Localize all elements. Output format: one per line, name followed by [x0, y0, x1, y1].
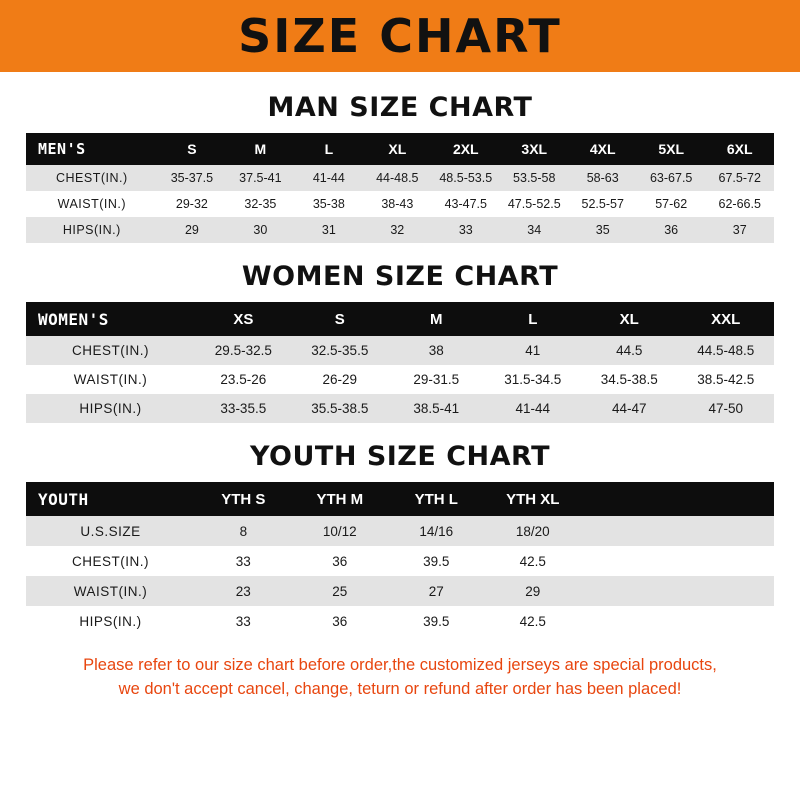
- youth-col-empty-2: [678, 482, 775, 516]
- men-col-5xl: 5XL: [637, 133, 705, 165]
- table-row: [26, 546, 774, 576]
- youth-table-header: [26, 482, 774, 516]
- women-hips-m: 38.5-41: [388, 394, 484, 423]
- men-chest-3xl: 53.5-58: [500, 165, 568, 191]
- women-waist-s: 26-29: [292, 365, 388, 394]
- men-hips-2xl: 33: [432, 217, 500, 243]
- women-chest-s: 32.5-35.5: [292, 336, 388, 365]
- men-col-2xl: 2XL: [432, 133, 500, 165]
- youth-ussize-l: 14/16: [388, 516, 484, 546]
- men-col-xl: XL: [363, 133, 431, 165]
- women-waist-l: 31.5-34.5: [485, 365, 581, 394]
- men-col-4xl: 4XL: [568, 133, 636, 165]
- order-notice-line-2: we don't accept cancel, change, teturn or refund after order has been placed!: [118, 679, 682, 698]
- youth-col-empty-1: [581, 482, 677, 516]
- youth-corner-label: YOUTH: [26, 482, 195, 516]
- youth-ussize-s: 8: [195, 516, 291, 546]
- table-row: [26, 165, 774, 191]
- women-col-xs: XS: [195, 302, 291, 336]
- men-hips-xl: 32: [363, 217, 431, 243]
- youth-ussize-m: 10/12: [292, 516, 388, 546]
- table-row: [26, 217, 774, 243]
- men-waist-xl: 38-43: [363, 191, 431, 217]
- men-hips-m: 30: [226, 217, 294, 243]
- men-table-body: [26, 165, 774, 243]
- men-col-l: L: [295, 133, 363, 165]
- men-chest-2xl: 48.5-53.5: [432, 165, 500, 191]
- table-row: [26, 336, 774, 365]
- youth-waist-empty-1: [581, 576, 677, 606]
- women-waist-m: 29-31.5: [388, 365, 484, 394]
- women-waist-xxl: 38.5-42.5: [678, 365, 775, 394]
- youth-row-label-chest: CHEST(IN.): [26, 546, 195, 576]
- table-header-row: [26, 302, 774, 336]
- youth-ussize-empty-2: [678, 516, 775, 546]
- women-chest-xs: 29.5-32.5: [195, 336, 291, 365]
- men-chest-l: 41-44: [295, 165, 363, 191]
- men-waist-s: 29-32: [158, 191, 226, 217]
- content-area: [0, 92, 800, 702]
- women-col-m: M: [388, 302, 484, 336]
- men-waist-5xl: 57-62: [637, 191, 705, 217]
- youth-ussize-empty-1: [581, 516, 677, 546]
- women-col-xl: XL: [581, 302, 677, 336]
- men-row-label-chest: CHEST(IN.): [26, 165, 158, 191]
- men-col-6xl: 6XL: [705, 133, 774, 165]
- youth-waist-xl: 29: [485, 576, 581, 606]
- youth-col-m: YTH M: [292, 482, 388, 516]
- men-col-s: S: [158, 133, 226, 165]
- youth-col-s: YTH S: [195, 482, 291, 516]
- men-chest-s: 35-37.5: [158, 165, 226, 191]
- men-waist-4xl: 52.5-57: [568, 191, 636, 217]
- youth-hips-empty-2: [678, 606, 775, 636]
- order-notice: [26, 654, 774, 702]
- women-row-label-waist: WAIST(IN.): [26, 365, 195, 394]
- youth-table-body: [26, 516, 774, 636]
- men-hips-5xl: 36: [637, 217, 705, 243]
- youth-waist-empty-2: [678, 576, 775, 606]
- youth-chest-xl: 42.5: [485, 546, 581, 576]
- youth-row-label-waist: WAIST(IN.): [26, 576, 195, 606]
- youth-waist-m: 25: [292, 576, 388, 606]
- youth-chest-l: 39.5: [388, 546, 484, 576]
- men-chest-4xl: 58-63: [568, 165, 636, 191]
- men-chest-5xl: 63-67.5: [637, 165, 705, 191]
- men-hips-l: 31: [295, 217, 363, 243]
- youth-hips-s: 33: [195, 606, 291, 636]
- youth-chest-empty-2: [678, 546, 775, 576]
- youth-col-xl: YTH XL: [485, 482, 581, 516]
- men-hips-s: 29: [158, 217, 226, 243]
- youth-hips-l: 39.5: [388, 606, 484, 636]
- men-chest-6xl: 67.5-72: [705, 165, 774, 191]
- men-waist-2xl: 43-47.5: [432, 191, 500, 217]
- women-row-label-chest: CHEST(IN.): [26, 336, 195, 365]
- youth-waist-s: 23: [195, 576, 291, 606]
- youth-col-l: YTH L: [388, 482, 484, 516]
- youth-hips-empty-1: [581, 606, 677, 636]
- women-waist-xs: 23.5-26: [195, 365, 291, 394]
- men-waist-m: 32-35: [226, 191, 294, 217]
- youth-chest-m: 36: [292, 546, 388, 576]
- table-row: [26, 365, 774, 394]
- men-waist-6xl: 62-66.5: [705, 191, 774, 217]
- table-header-row: [26, 482, 774, 516]
- men-col-m: M: [226, 133, 294, 165]
- men-chest-m: 37.5-41: [226, 165, 294, 191]
- men-waist-3xl: 47.5-52.5: [500, 191, 568, 217]
- women-hips-xxl: 47-50: [678, 394, 775, 423]
- women-col-s: S: [292, 302, 388, 336]
- men-table-header: [26, 133, 774, 165]
- women-chest-l: 41: [485, 336, 581, 365]
- women-col-xxl: XXL: [678, 302, 775, 336]
- women-hips-l: 41-44: [485, 394, 581, 423]
- youth-row-label-ussize: U.S.SIZE: [26, 516, 195, 546]
- women-table-body: [26, 336, 774, 423]
- women-hips-xl: 44-47: [581, 394, 677, 423]
- table-row: [26, 191, 774, 217]
- women-chest-m: 38: [388, 336, 484, 365]
- youth-waist-l: 27: [388, 576, 484, 606]
- women-table-header: [26, 302, 774, 336]
- youth-size-table: [26, 482, 774, 636]
- youth-chest-s: 33: [195, 546, 291, 576]
- women-hips-xs: 33-35.5: [195, 394, 291, 423]
- youth-hips-m: 36: [292, 606, 388, 636]
- women-row-label-hips: HIPS(IN.): [26, 394, 195, 423]
- women-section-title: WOMEN SIZE CHART: [241, 261, 559, 292]
- men-hips-6xl: 37: [705, 217, 774, 243]
- table-row: [26, 576, 774, 606]
- youth-hips-xl: 42.5: [485, 606, 581, 636]
- men-size-table: [26, 133, 774, 243]
- men-section-title: MAN SIZE CHART: [267, 92, 533, 123]
- women-chest-xxl: 44.5-48.5: [678, 336, 775, 365]
- men-corner-label: MEN'S: [26, 133, 158, 165]
- youth-row-label-hips: HIPS(IN.): [26, 606, 195, 636]
- women-col-l: L: [485, 302, 581, 336]
- table-row: [26, 516, 774, 546]
- header-banner: [0, 0, 800, 72]
- men-hips-3xl: 34: [500, 217, 568, 243]
- women-size-table: [26, 302, 774, 423]
- youth-chest-empty-1: [581, 546, 677, 576]
- women-corner-label: WOMEN'S: [26, 302, 195, 336]
- women-hips-s: 35.5-38.5: [292, 394, 388, 423]
- men-waist-l: 35-38: [295, 191, 363, 217]
- page-title: SIZE CHART: [238, 9, 562, 63]
- table-row: [26, 394, 774, 423]
- youth-ussize-xl: 18/20: [485, 516, 581, 546]
- women-waist-xl: 34.5-38.5: [581, 365, 677, 394]
- table-header-row: [26, 133, 774, 165]
- men-hips-4xl: 35: [568, 217, 636, 243]
- men-col-3xl: 3XL: [500, 133, 568, 165]
- men-chest-xl: 44-48.5: [363, 165, 431, 191]
- youth-section-title: YOUTH SIZE CHART: [249, 441, 551, 472]
- table-row: [26, 606, 774, 636]
- women-chest-xl: 44.5: [581, 336, 677, 365]
- men-row-label-waist: WAIST(IN.): [26, 191, 158, 217]
- men-row-label-hips: HIPS(IN.): [26, 217, 158, 243]
- order-notice-line-1: Please refer to our size chart before order,the customized jerseys are special products,: [83, 656, 717, 674]
